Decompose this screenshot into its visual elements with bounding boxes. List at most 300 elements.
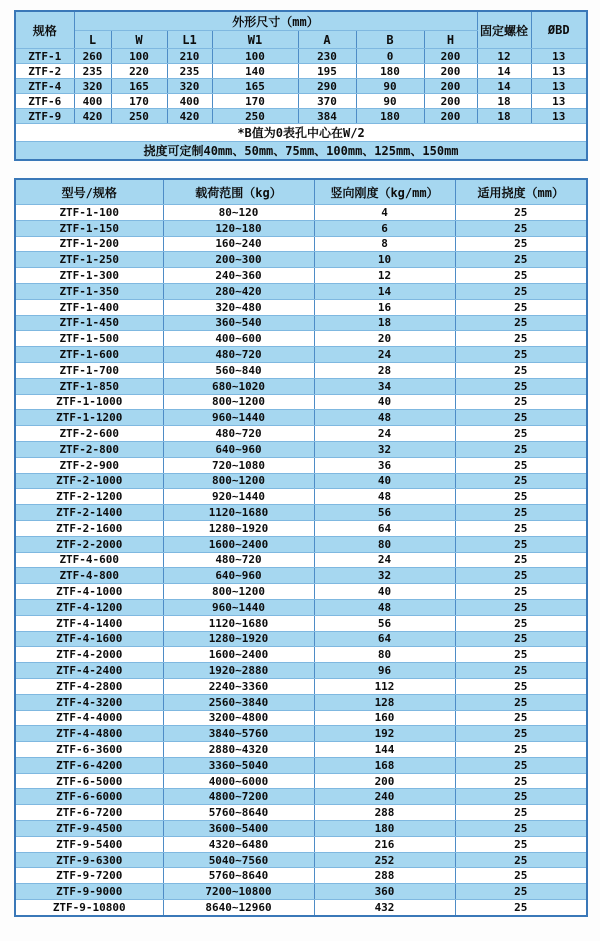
deflection-cell: 25	[455, 457, 587, 473]
stiffness-cell: 20	[314, 331, 455, 347]
load-range-cell: 2560~3840	[163, 694, 314, 710]
load-specs-row	[15, 852, 587, 868]
stiffness-cell: 160	[314, 710, 455, 726]
model-cell: ZTF-1-350	[15, 283, 163, 299]
dimensions-cell: 100	[111, 49, 167, 64]
dimensions-row	[15, 79, 587, 94]
load-specs-row	[15, 726, 587, 742]
dimensions-row-spec: ZTF-4	[15, 79, 74, 94]
model-cell: ZTF-2-900	[15, 457, 163, 473]
load-specs-row	[15, 599, 587, 615]
deflection-cell: 25	[455, 552, 587, 568]
dimensions-cell: 90	[356, 79, 424, 94]
dimensions-cell: 235	[74, 64, 111, 79]
stiffness-cell: 216	[314, 836, 455, 852]
model-cell: ZTF-4-800	[15, 568, 163, 584]
stiffness-cell: 144	[314, 742, 455, 758]
dimensions-cell: 18	[477, 94, 531, 109]
model-cell: ZTF-9-4500	[15, 821, 163, 837]
model-cell: ZTF-1-450	[15, 315, 163, 331]
load-range-cell: 240~360	[163, 268, 314, 284]
dimensions-cell: 420	[74, 109, 111, 124]
dimensions-cell: 13	[531, 109, 587, 124]
deflection-cell: 25	[455, 205, 587, 221]
stiffness-cell: 252	[314, 852, 455, 868]
dimensions-cell: 13	[531, 94, 587, 109]
load-range-cell: 4000~6000	[163, 773, 314, 789]
model-cell: ZTF-1-500	[15, 331, 163, 347]
load-specs-row	[15, 773, 587, 789]
dimensions-cell: 195	[298, 64, 356, 79]
load-range-cell: 160~240	[163, 236, 314, 252]
stiffness-cell: 64	[314, 631, 455, 647]
stiffness-cell: 288	[314, 805, 455, 821]
load-specs-row	[15, 789, 587, 805]
model-cell: ZTF-2-600	[15, 426, 163, 442]
load-range-cell: 480~720	[163, 347, 314, 363]
dimensions-cell: 18	[477, 109, 531, 124]
deflection-cell: 25	[455, 599, 587, 615]
model-cell: ZTF-6-7200	[15, 805, 163, 821]
model-cell: ZTF-1-200	[15, 236, 163, 252]
deflection-cell: 25	[455, 505, 587, 521]
dimensions-cell: 235	[167, 64, 212, 79]
deflection-cell: 25	[455, 742, 587, 758]
dimensions-cell: 400	[167, 94, 212, 109]
load-range-cell: 1120~1680	[163, 505, 314, 521]
column-header-vertical-stiffness: 竖向刚度（kg/mm）	[314, 179, 455, 205]
model-cell: ZTF-4-1400	[15, 615, 163, 631]
model-cell: ZTF-4-1000	[15, 584, 163, 600]
deflection-cell: 25	[455, 805, 587, 821]
load-specs-row	[15, 868, 587, 884]
deflection-cell: 25	[455, 584, 587, 600]
deflection-cell: 25	[455, 473, 587, 489]
load-specs-row	[15, 347, 587, 363]
column-header-w: W	[111, 31, 167, 49]
dimensions-cell: 400	[74, 94, 111, 109]
load-specs-row	[15, 615, 587, 631]
deflection-cell: 25	[455, 378, 587, 394]
dimensions-cell: 420	[167, 109, 212, 124]
deflection-cell: 25	[455, 489, 587, 505]
stiffness-cell: 32	[314, 441, 455, 457]
deflection-cell: 25	[455, 631, 587, 647]
dimensions-cell: 170	[111, 94, 167, 109]
stiffness-cell: 12	[314, 268, 455, 284]
dimensions-row-spec: ZTF-2	[15, 64, 74, 79]
stiffness-cell: 200	[314, 773, 455, 789]
stiffness-cell: 14	[314, 283, 455, 299]
load-specs-row	[15, 710, 587, 726]
model-cell: ZTF-4-3200	[15, 694, 163, 710]
stiffness-cell: 24	[314, 552, 455, 568]
load-specs-row	[15, 568, 587, 584]
dimensions-cell: 290	[298, 79, 356, 94]
stiffness-cell: 56	[314, 615, 455, 631]
model-cell: ZTF-4-2400	[15, 663, 163, 679]
dimensions-row	[15, 49, 587, 64]
load-specs-row	[15, 473, 587, 489]
stiffness-cell: 4	[314, 205, 455, 221]
dimensions-cell: 320	[167, 79, 212, 94]
deflection-cell: 25	[455, 900, 587, 916]
stiffness-cell: 64	[314, 520, 455, 536]
stiffness-cell: 34	[314, 378, 455, 394]
deflection-cell: 25	[455, 726, 587, 742]
dimensions-cell: 13	[531, 64, 587, 79]
dimensions-table-body	[15, 49, 587, 124]
load-range-cell: 800~1200	[163, 584, 314, 600]
model-cell: ZTF-9-6300	[15, 852, 163, 868]
load-range-cell: 1120~1680	[163, 615, 314, 631]
deflection-cell: 25	[455, 836, 587, 852]
model-cell: ZTF-9-9000	[15, 884, 163, 900]
load-specs-row	[15, 520, 587, 536]
load-specs-row	[15, 631, 587, 647]
deflection-cell: 25	[455, 852, 587, 868]
model-cell: ZTF-1-1200	[15, 410, 163, 426]
load-specs-row	[15, 489, 587, 505]
load-range-cell: 200~300	[163, 252, 314, 268]
stiffness-cell: 16	[314, 299, 455, 315]
load-range-cell: 3840~5760	[163, 726, 314, 742]
model-cell: ZTF-4-1200	[15, 599, 163, 615]
stiffness-cell: 56	[314, 505, 455, 521]
load-range-cell: 7200~10800	[163, 884, 314, 900]
stiffness-cell: 8	[314, 236, 455, 252]
dimensions-table-notes	[15, 124, 587, 161]
load-range-cell: 720~1080	[163, 457, 314, 473]
load-specs-row	[15, 552, 587, 568]
load-range-cell: 1920~2880	[163, 663, 314, 679]
dimensions-cell: 210	[167, 49, 212, 64]
dimensions-cell: 170	[212, 94, 298, 109]
deflection-cell: 25	[455, 283, 587, 299]
dimensions-cell: 180	[356, 109, 424, 124]
model-cell: ZTF-2-800	[15, 441, 163, 457]
deflection-cell: 25	[455, 615, 587, 631]
load-specs-row	[15, 900, 587, 916]
load-range-cell: 120~180	[163, 220, 314, 236]
dimensions-row	[15, 109, 587, 124]
deflection-cell: 25	[455, 268, 587, 284]
dimensions-cell: 13	[531, 49, 587, 64]
stiffness-cell: 48	[314, 489, 455, 505]
dimensions-cell: 370	[298, 94, 356, 109]
model-cell: ZTF-9-7200	[15, 868, 163, 884]
deflection-cell: 25	[455, 678, 587, 694]
dimensions-cell: 220	[111, 64, 167, 79]
stiffness-cell: 36	[314, 457, 455, 473]
deflection-cell: 25	[455, 868, 587, 884]
dimensions-cell: 250	[111, 109, 167, 124]
load-range-cell: 3360~5040	[163, 757, 314, 773]
dimensions-row	[15, 94, 587, 109]
deflection-cell: 25	[455, 426, 587, 442]
load-specs-row	[15, 757, 587, 773]
model-cell: ZTF-1-150	[15, 220, 163, 236]
load-range-cell: 1280~1920	[163, 520, 314, 536]
load-specs-row	[15, 678, 587, 694]
model-cell: ZTF-2-2000	[15, 536, 163, 552]
load-specs-row	[15, 410, 587, 426]
model-cell: ZTF-2-1000	[15, 473, 163, 489]
deflection-cell: 25	[455, 315, 587, 331]
stiffness-cell: 40	[314, 394, 455, 410]
model-cell: ZTF-6-5000	[15, 773, 163, 789]
deflection-cell: 25	[455, 299, 587, 315]
load-specs-row	[15, 884, 587, 900]
load-specs-row	[15, 205, 587, 221]
stiffness-cell: 192	[314, 726, 455, 742]
load-range-cell: 280~420	[163, 283, 314, 299]
model-cell: ZTF-4-600	[15, 552, 163, 568]
dimensions-cell: 250	[212, 109, 298, 124]
load-range-cell: 5760~8640	[163, 868, 314, 884]
load-range-cell: 960~1440	[163, 599, 314, 615]
column-header-a: A	[298, 31, 356, 49]
load-specs-row	[15, 220, 587, 236]
dimensions-cell: 140	[212, 64, 298, 79]
deflection-cell: 25	[455, 536, 587, 552]
dimensions-cell: 165	[111, 79, 167, 94]
load-specs-row	[15, 331, 587, 347]
dimensions-cell: 0	[356, 49, 424, 64]
model-cell: ZTF-6-3600	[15, 742, 163, 758]
column-header-l1: L1	[167, 31, 212, 49]
column-header-load-range: 载荷范围（kg）	[163, 179, 314, 205]
deflection-cell: 25	[455, 663, 587, 679]
model-cell: ZTF-1-1000	[15, 394, 163, 410]
model-cell: ZTF-9-5400	[15, 836, 163, 852]
deflection-cell: 25	[455, 441, 587, 457]
deflection-cell: 25	[455, 647, 587, 663]
note-row	[15, 124, 587, 142]
dimensions-row-spec: ZTF-9	[15, 109, 74, 124]
dimensions-cell: 13	[531, 79, 587, 94]
stiffness-cell: 112	[314, 678, 455, 694]
deflection-cell: 25	[455, 410, 587, 426]
load-specs-row	[15, 647, 587, 663]
stiffness-cell: 360	[314, 884, 455, 900]
dimensions-table-header	[15, 11, 587, 49]
dimensions-table	[14, 10, 588, 161]
load-range-cell: 4320~6480	[163, 836, 314, 852]
dimensions-row-spec: ZTF-6	[15, 94, 74, 109]
column-header-w1: W1	[212, 31, 298, 49]
deflection-cell: 25	[455, 773, 587, 789]
deflection-cell: 25	[455, 520, 587, 536]
stiffness-cell: 48	[314, 599, 455, 615]
load-specs-row	[15, 236, 587, 252]
dimensions-cell: 90	[356, 94, 424, 109]
model-cell: ZTF-2-1200	[15, 489, 163, 505]
stiffness-cell: 128	[314, 694, 455, 710]
model-cell: ZTF-1-250	[15, 252, 163, 268]
stiffness-cell: 96	[314, 663, 455, 679]
load-range-cell: 480~720	[163, 552, 314, 568]
load-specs-row	[15, 536, 587, 552]
model-cell: ZTF-4-4000	[15, 710, 163, 726]
dimensions-cell: 14	[477, 64, 531, 79]
load-range-cell: 80~120	[163, 205, 314, 221]
model-cell: ZTF-1-600	[15, 347, 163, 363]
note-hole-center: *B值为0表孔中心在W/2	[15, 124, 587, 142]
load-specs-row	[15, 457, 587, 473]
load-specs-row	[15, 283, 587, 299]
column-header-applicable-deflection: 适用挠度（mm）	[455, 179, 587, 205]
column-header-bolt-hole-diameter: ØBD	[531, 11, 587, 49]
load-range-cell: 3600~5400	[163, 821, 314, 837]
load-range-cell: 800~1200	[163, 473, 314, 489]
dimensions-cell: 320	[74, 79, 111, 94]
dimensions-cell: 230	[298, 49, 356, 64]
dimensions-cell: 165	[212, 79, 298, 94]
load-range-cell: 800~1200	[163, 394, 314, 410]
model-cell: ZTF-1-700	[15, 362, 163, 378]
load-range-cell: 320~480	[163, 299, 314, 315]
stiffness-cell: 40	[314, 473, 455, 489]
dimensions-row-spec: ZTF-1	[15, 49, 74, 64]
load-specs-row	[15, 394, 587, 410]
load-specs-row	[15, 315, 587, 331]
load-range-cell: 1280~1920	[163, 631, 314, 647]
stiffness-cell: 180	[314, 821, 455, 837]
deflection-cell: 25	[455, 331, 587, 347]
model-cell: ZTF-4-1600	[15, 631, 163, 647]
load-specs-row	[15, 378, 587, 394]
load-range-cell: 8640~12960	[163, 900, 314, 916]
load-range-cell: 3200~4800	[163, 710, 314, 726]
column-header-l: L	[74, 31, 111, 49]
load-range-cell: 1600~2400	[163, 536, 314, 552]
model-cell: ZTF-4-2800	[15, 678, 163, 694]
dimensions-cell: 12	[477, 49, 531, 64]
stiffness-cell: 28	[314, 362, 455, 378]
deflection-cell: 25	[455, 362, 587, 378]
load-range-cell: 5040~7560	[163, 852, 314, 868]
load-specs-row	[15, 252, 587, 268]
stiffness-cell: 288	[314, 868, 455, 884]
deflection-cell: 25	[455, 220, 587, 236]
dimensions-cell: 180	[356, 64, 424, 79]
load-specs-row	[15, 805, 587, 821]
dimensions-cell: 200	[424, 49, 477, 64]
load-specs-header-row	[15, 179, 587, 205]
dimensions-cell: 260	[74, 49, 111, 64]
load-specs-row	[15, 836, 587, 852]
dimensions-cell: 14	[477, 79, 531, 94]
dimensions-cell: 200	[424, 79, 477, 94]
column-header-h: H	[424, 31, 477, 49]
load-range-cell: 960~1440	[163, 410, 314, 426]
dimensions-cell: 384	[298, 109, 356, 124]
model-cell: ZTF-2-1400	[15, 505, 163, 521]
deflection-cell: 25	[455, 568, 587, 584]
stiffness-cell: 168	[314, 757, 455, 773]
stiffness-cell: 24	[314, 426, 455, 442]
load-specs-row	[15, 505, 587, 521]
model-cell: ZTF-9-10800	[15, 900, 163, 916]
deflection-cell: 25	[455, 789, 587, 805]
dimensions-cell: 100	[212, 49, 298, 64]
column-header-b: B	[356, 31, 424, 49]
column-header-model-spec: 型号/规格	[15, 179, 163, 205]
deflection-cell: 25	[455, 884, 587, 900]
load-range-cell: 360~540	[163, 315, 314, 331]
load-specs-row	[15, 742, 587, 758]
stiffness-cell: 48	[314, 410, 455, 426]
column-group-header-outline-dimensions: 外形尺寸（mm）	[74, 11, 477, 31]
deflection-cell: 25	[455, 694, 587, 710]
deflection-cell: 25	[455, 236, 587, 252]
load-range-cell: 1600~2400	[163, 647, 314, 663]
load-specs-row	[15, 584, 587, 600]
stiffness-cell: 6	[314, 220, 455, 236]
deflection-cell: 25	[455, 821, 587, 837]
model-cell: ZTF-4-2000	[15, 647, 163, 663]
model-cell: ZTF-6-6000	[15, 789, 163, 805]
deflection-cell: 25	[455, 252, 587, 268]
load-range-cell: 400~600	[163, 331, 314, 347]
load-specs-row	[15, 299, 587, 315]
load-specs-row	[15, 362, 587, 378]
load-range-cell: 640~960	[163, 568, 314, 584]
load-range-cell: 5760~8640	[163, 805, 314, 821]
column-header-spec: 规格	[15, 11, 74, 49]
dimensions-cell: 200	[424, 94, 477, 109]
model-cell: ZTF-4-4800	[15, 726, 163, 742]
deflection-cell: 25	[455, 347, 587, 363]
load-specs-row	[15, 821, 587, 837]
stiffness-cell: 10	[314, 252, 455, 268]
load-range-cell: 560~840	[163, 362, 314, 378]
dimensions-cell: 200	[424, 64, 477, 79]
dimensions-row	[15, 64, 587, 79]
stiffness-cell: 240	[314, 789, 455, 805]
load-range-cell: 2880~4320	[163, 742, 314, 758]
stiffness-cell: 80	[314, 536, 455, 552]
stiffness-cell: 32	[314, 568, 455, 584]
load-specs-row	[15, 426, 587, 442]
model-cell: ZTF-1-100	[15, 205, 163, 221]
note-deflection-options: 挠度可定制40mm、50mm、75mm、100mm、125mm、150mm	[15, 142, 587, 161]
load-specs-row	[15, 441, 587, 457]
column-header-fixing-bolt: 固定螺栓	[477, 11, 531, 49]
model-cell: ZTF-6-4200	[15, 757, 163, 773]
load-specs-row	[15, 268, 587, 284]
load-range-cell: 680~1020	[163, 378, 314, 394]
stiffness-cell: 40	[314, 584, 455, 600]
load-range-cell: 2240~3360	[163, 678, 314, 694]
model-cell: ZTF-1-300	[15, 268, 163, 284]
load-range-cell: 920~1440	[163, 489, 314, 505]
model-cell: ZTF-2-1600	[15, 520, 163, 536]
model-cell: ZTF-1-400	[15, 299, 163, 315]
load-range-cell: 480~720	[163, 426, 314, 442]
load-range-cell: 4800~7200	[163, 789, 314, 805]
load-specs-table-body	[15, 205, 587, 916]
stiffness-cell: 18	[314, 315, 455, 331]
stiffness-cell: 432	[314, 900, 455, 916]
model-cell: ZTF-1-850	[15, 378, 163, 394]
load-specs-row	[15, 663, 587, 679]
dimensions-cell: 200	[424, 109, 477, 124]
deflection-cell: 25	[455, 710, 587, 726]
stiffness-cell: 80	[314, 647, 455, 663]
load-specs-row	[15, 694, 587, 710]
